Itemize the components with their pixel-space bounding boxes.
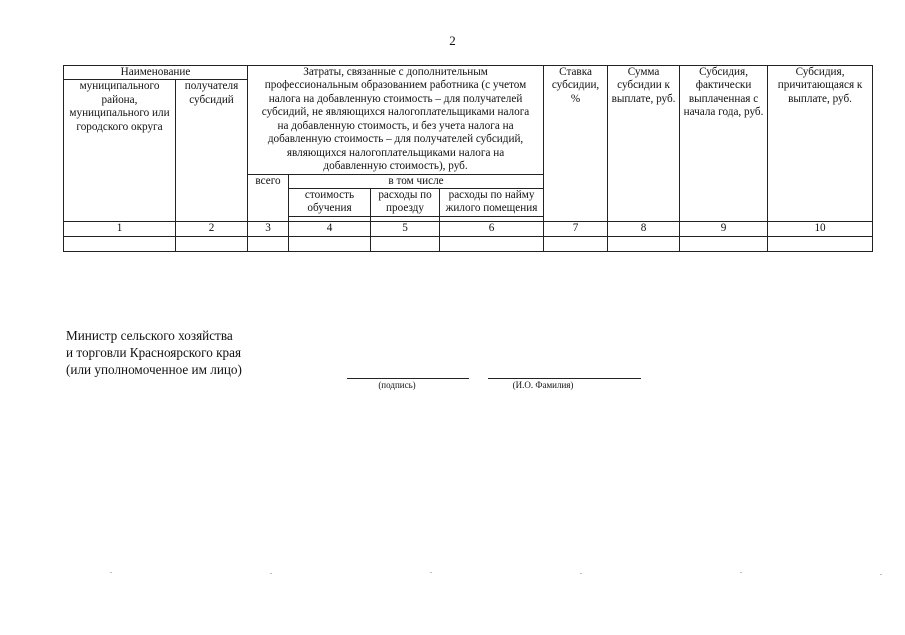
table-cell — [440, 236, 544, 251]
column-number: 4 — [289, 221, 371, 236]
header-amount: Сумма субсидии к выплате, руб. — [608, 66, 680, 222]
header-travel: расходы по проезду — [371, 188, 440, 216]
header-paid: Субсидия, фактически выплаченная с начала года, руб. — [680, 66, 768, 222]
scan-speck — [740, 572, 742, 573]
scan-speck — [270, 573, 272, 574]
header-including: в том числе — [289, 174, 544, 188]
header-housing: расходы по найму жилого помещения — [440, 188, 544, 216]
column-number: 9 — [680, 221, 768, 236]
signatory-title — [66, 327, 242, 378]
table-cell — [289, 236, 371, 251]
column-number: 10 — [768, 221, 873, 236]
scan-speck — [880, 574, 882, 575]
column-number: 3 — [248, 221, 289, 236]
table-cell — [248, 236, 289, 251]
header-due: Субсидия, причитающаяся к выплате, руб. — [768, 66, 873, 222]
header-costs: Затраты, связанные с дополнительным профессиональным образованием работника (с учетом налога на добавленную стоимость – для получателей субсидий, не являющихся налогоплательщиками налога на добавленную стоимость, и без учета налога на добавленную стоимость – для получателей субсидий, являющихся налогоплательщиками налога на добавленную стоимость), руб. — [248, 66, 544, 175]
signature-label: (подпись) — [378, 380, 416, 390]
table-cell — [680, 236, 768, 251]
scan-speck — [110, 572, 112, 573]
name-line — [488, 378, 641, 379]
table-cell — [608, 236, 680, 251]
scan-speck — [580, 573, 582, 574]
signatory-line: Министр сельского хозяйства — [66, 328, 233, 343]
table-cell — [768, 236, 873, 251]
table-cell — [64, 236, 176, 251]
column-number: 6 — [440, 221, 544, 236]
table-cell — [544, 236, 608, 251]
header-tuition: стоимость обучения — [289, 188, 371, 216]
signatory-line: (или уполномоченное им лицо) — [66, 362, 242, 377]
column-number: 1 — [64, 221, 176, 236]
page-number: 2 — [449, 33, 456, 48]
column-number: 5 — [371, 221, 440, 236]
scan-speck — [430, 572, 432, 573]
header-recipient: получателя субсидий — [176, 80, 248, 221]
signatory-line: и торговли Красноярского края — [66, 345, 242, 360]
header-name-group: Наименование — [64, 66, 248, 80]
name-label: (И.О. Фамилия) — [512, 380, 574, 390]
column-number: 2 — [176, 221, 248, 236]
header-rate: Ставка субсидии, % — [544, 66, 608, 222]
table-cell — [176, 236, 248, 251]
column-number-row — [64, 221, 873, 236]
column-number: 7 — [544, 221, 608, 236]
empty-data-row — [64, 236, 873, 251]
header-total: всего — [248, 174, 289, 221]
table-cell — [371, 236, 440, 251]
header-municipality: муниципального района, муниципального или городского округа — [64, 80, 176, 221]
header-row-1 — [64, 66, 873, 80]
column-number: 8 — [608, 221, 680, 236]
subsidy-table — [63, 65, 873, 252]
signature-line — [347, 378, 469, 379]
